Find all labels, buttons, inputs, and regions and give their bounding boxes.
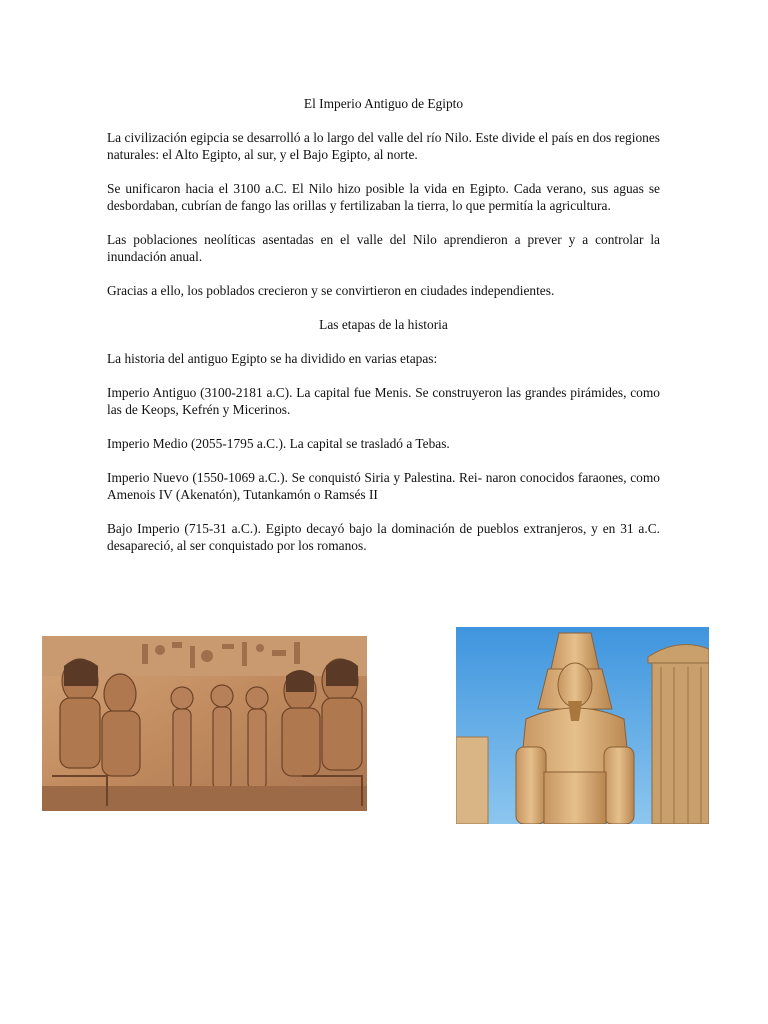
paragraph-stages-intro: La historia del antiguo Egipto se ha dividido en varias etapas: [107,351,438,366]
paragraph-intro-1: La civilización egipcia se desarrolló a lo largo del valle del río Nilo. Este divide el país en dos regiones naturales: el Alto Egipto, al sur, y el Bajo Egipto, al norte. [107,130,660,162]
ramses-statue-image [456,627,709,824]
paragraph-intro-2: Se unificaron hacia el 3100 a.C. El Nilo hizo posible la vida en Egipto. Cada verano, sus aguas se desbordaban, cubrían de fango las orillas y fertilizaban la tierra, lo que permitía la agricultura. [107,181,660,213]
document-body [107,95,660,571]
paragraph-imperio-medio: Imperio Medio (2055-1795 a.C.). La capital se trasladó a Tebas. [107,436,450,451]
egyptian-relief-image [42,636,367,811]
paragraph-bajo-imperio: Bajo Imperio (715-31 a.C.). Egipto decayó bajo la dominación de pueblos extranjeros, y en 31 a.C. desapareció, al ser conquistado por los romanos. [107,521,660,553]
paragraph-intro-4: Gracias a ello, los poblados crecieron y se convirtieron en ciudades independientes. [107,283,555,298]
paragraph-intro-3: Las poblaciones neolíticas asentadas en el valle del Nilo aprendieron a prever y a controlar la inundación anual. [107,232,660,264]
section-title: Las etapas de la historia [319,317,448,332]
paragraph-imperio-nuevo: Imperio Nuevo (1550-1069 a.C.). Se conquistó Siria y Palestina. Rei- naron conocidos faraones, como Amenois IV (Akenatón), Tutankamón o Ramsés II [107,470,660,502]
document-title: El Imperio Antiguo de Egipto [303,96,464,111]
paragraph-imperio-antiguo: Imperio Antiguo (3100-2181 a.C). La capital fue Menis. Se construyeron las grandes pirámides, como las de Keops, Kefrén y Micerinos. [107,385,660,417]
